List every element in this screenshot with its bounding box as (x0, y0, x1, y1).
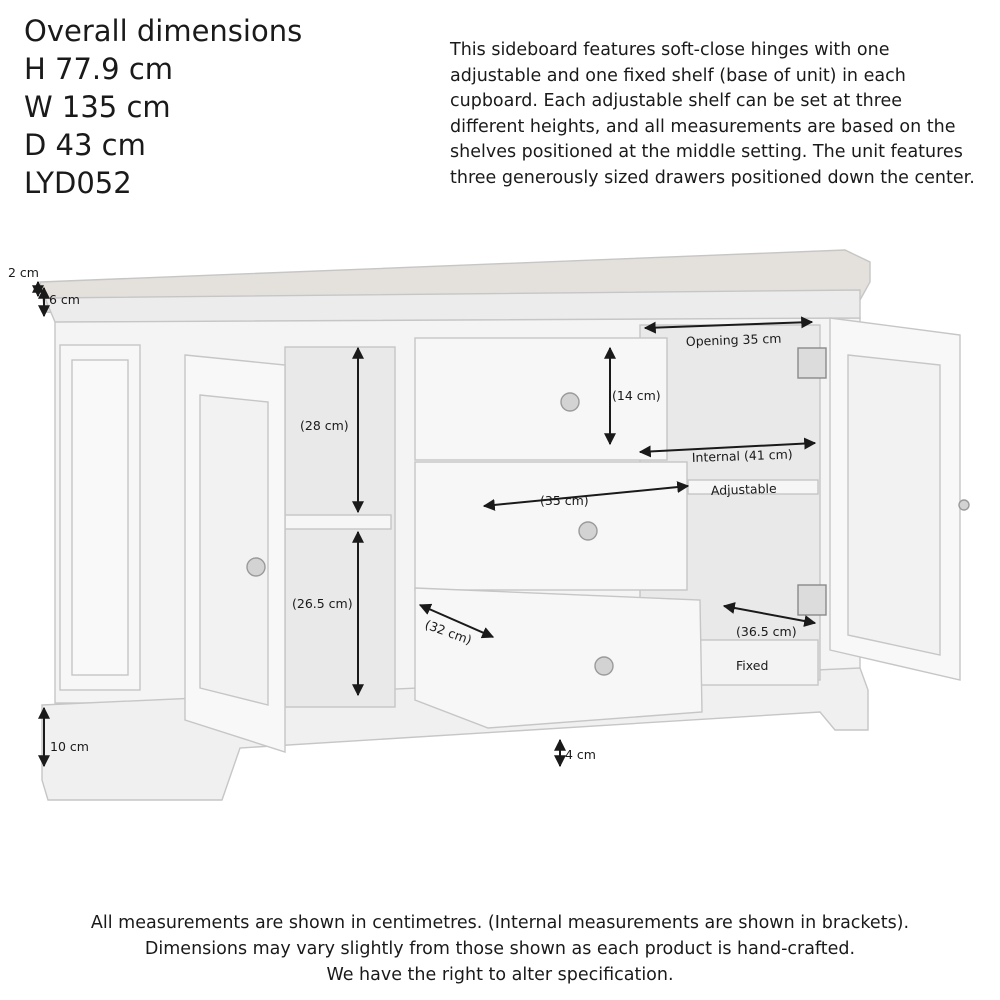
opening-label: Opening 35 cm (685, 330, 782, 349)
upper-hinge (798, 348, 826, 378)
left-door-panel (200, 395, 268, 705)
product-description: This sideboard features soft-close hinges with one adjustable and one fixed shelf (base of unit) in each cupboard. Each adjustable shelf can be set at three different heights, and all measurements are based on the shelves positioned at the middle setting. The unit features three generously sized drawers positioned down the center. (450, 40, 975, 188)
footer-line-1: All measurements are shown in centimetres. (Internal measurements are shown in brackets). (90, 913, 910, 933)
lower-shelf-height-label: (26.5 cm) (292, 596, 353, 611)
product-code: LYD052 (24, 166, 132, 200)
cornice-label: 6 cm (49, 292, 80, 307)
drawer-bottom (415, 588, 702, 728)
drawer-middle-width-label: (35 cm) (540, 493, 589, 508)
drawer-bottom-knob (595, 657, 613, 675)
left-door-knob (247, 558, 265, 576)
width-value: W 135 cm (24, 90, 171, 124)
height-value: H 77.9 cm (24, 52, 174, 86)
adjustable-label: Adjustable (710, 480, 777, 498)
footer-line-2: Dimensions may vary slightly from those shown as each product is hand-crafted. (144, 939, 856, 959)
footer-notes (0, 910, 1000, 988)
right-door-panel (848, 355, 940, 655)
internal-label: Internal (41 cm) (691, 446, 793, 465)
drawer-middle (415, 462, 687, 590)
plinth-label: 10 cm (50, 739, 89, 754)
left-adjustable-shelf (285, 515, 391, 529)
drawer-top-knob (561, 393, 579, 411)
drawer-bottom-depth-label: (32 cm) (422, 616, 474, 648)
top-thickness-label: 2 cm (8, 265, 39, 280)
upper-shelf-height-label: (28 cm) (300, 418, 349, 433)
dimensions-heading: Overall dimensions (24, 14, 303, 48)
left-side-inset (72, 360, 128, 675)
shelf-depth-label: (36.5 cm) (736, 624, 797, 639)
floor-clearance-label: 4 cm (565, 747, 596, 762)
depth-value: D 43 cm (24, 128, 146, 162)
footer-line-3: We have the right to alter specification. (326, 965, 674, 985)
sideboard-illustration (40, 250, 969, 800)
drawer-middle-knob (579, 522, 597, 540)
right-door-knob (959, 500, 969, 510)
fixed-label: Fixed (736, 658, 769, 673)
lower-hinge (798, 585, 826, 615)
drawer-top-height-label: (14 cm) (612, 388, 661, 403)
